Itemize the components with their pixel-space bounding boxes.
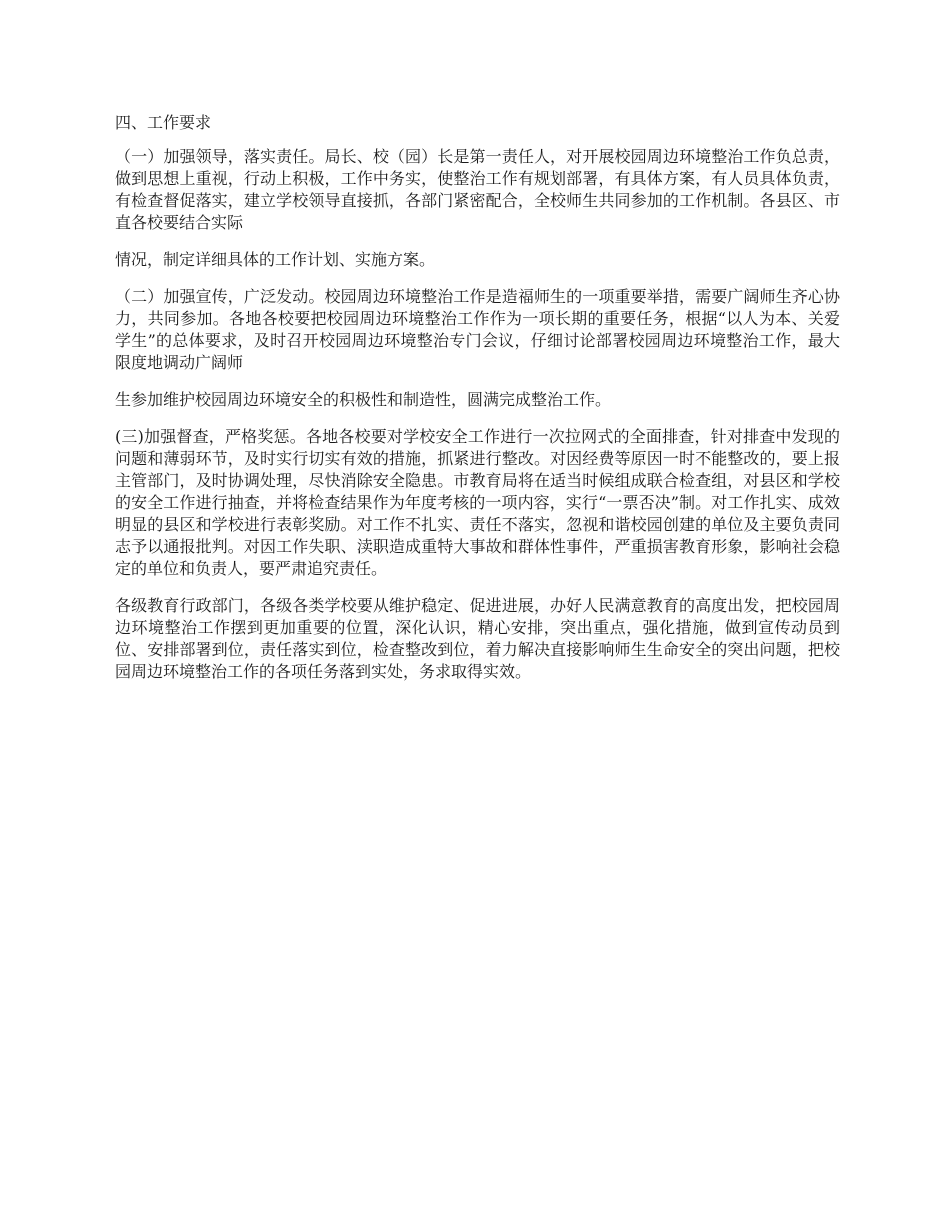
section-heading: 四、工作要求: [115, 113, 212, 132]
paragraph-publicity: （二）加强宣传，广泛发动。校园周边环境整治工作是造福师生的一项重要举措，需要广阔师生齐心协力，共同参加。各地各校要把校园周边环境整治工作作为一项长期的重要任务，根据“以人为本、关爱学生”的总体要求，及时召开校园周边环境整治专门会议，仔细讨论部署校园周边环境整治工作，最大限度地调动广阔师: [115, 287, 840, 372]
paragraph-publicity-continued: 生参加维护校园周边环境安全的积极性和制造性，圆满完成整治工作。: [115, 390, 612, 409]
paragraph-leadership: （一）加强领导，落实责任。局长、校（园）长是第一责任人，对开展校园周边环境整治工作负总责，做到思想上重视，行动上积极，工作中务实，使整治工作有规划部署，有具体方案，有人员具体负责，有检查督促落实，建立学校领导直接抓，各部门紧密配合，全校师生共同参加的工作机制。各县区、市直各校要结合实际: [115, 147, 840, 232]
paragraph-conclusion: 各级教育行政部门，各级各类学校要从维护稳定、促进进展，办好人民满意教育的高度出发，把校园周边环境整治工作摆到更加重要的位置，深化认识，精心安排，突出重点，强化措施，做到宣传动员到位、安排部署到位，责任落实到位，检查整改到位，着力解决直接影响师生生命安全的突出问题，把校园周边环境整治工作的各项任务落到实处，务求取得实效。: [115, 596, 840, 681]
paragraph-leadership-continued: 情况，制定详细具体的工作计划、实施方案。: [115, 250, 436, 269]
document-body: [115, 112, 840, 698]
paragraph-inspection: (三)加强督查，严格奖惩。各地各校要对学校安全工作进行一次拉网式的全面排查，针对排查中发现的问题和薄弱环节，及时实行切实有效的措施，抓紧进行整改。对因经费等原因一时不能整改的，要上报主管部门，及时协调处理，尽快消除安全隐患。市教育局将在适当时候组成联合检查组，对县区和学校的安全工作进行抽查，并将检查结果作为年度考核的一项内容，实行“一票否决”制。对工作扎实、成效明显的县区和学校进行表彰奖励。对工作不扎实、责任不落实，忽视和谐校园创建的单位及主要负责同志予以通报批判。对因工作失职、渎职造成重特大事故和群体性事件，严重损害教育形象，影响社会稳定的单位和负责人，要严肃追究责任。: [115, 427, 840, 578]
